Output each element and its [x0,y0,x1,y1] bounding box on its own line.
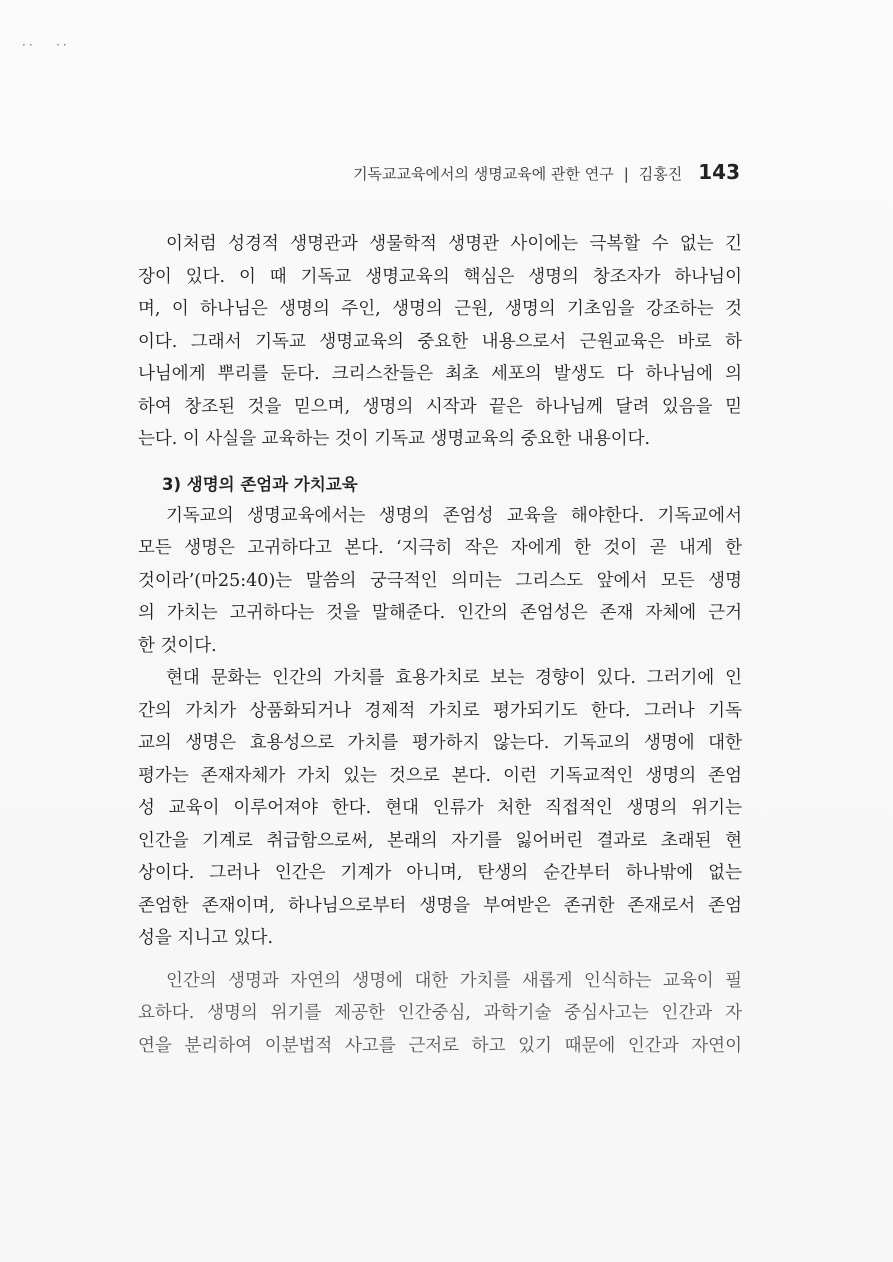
text-line: 이처럼 성경적 생명관과 생물학적 생명관 사이에는 극복할 수 없는 긴 [166,234,742,254]
page-number: 143 [698,160,740,184]
text-line: 는다. 이 사실을 교육하는 것이 기독교 생명교육의 중요한 내용이다. [138,429,651,449]
header-title: 기독교교육에서의 생명교육에 관한 연구 [353,165,614,183]
text-line: 이다. 그래서 기독교 생명교육의 중요한 내용으로서 근원교육은 바로 하 [138,331,742,352]
header-author: 김홍진 [638,165,683,183]
text-line: 평가는 존재자체가 가치 있는 것으로 본다. 이런 기독교적인 생명의 존엄 [138,765,742,786]
text-line: 며, 이 하나님은 생명의 주인, 생명의 근원, 생명의 기초임을 강조하는 것 [138,299,742,319]
text-line: 인간을 기계로 취급함으로써, 본래의 자기를 잃어버린 결과로 초래된 현 [138,830,742,851]
text-line: 한 것이다. [138,635,217,656]
text-line: 나님에게 뿌리를 둔다. 크리스찬들은 최초 세포의 발생도 다 하나님에 의 [138,364,742,384]
text-line: 하여 창조된 것을 믿으며, 생명의 시작과 끝은 하나님께 달려 있음을 믿 [138,396,742,417]
text-line: 의 가치는 고귀하다는 것을 말해준다. 인간의 존엄성은 존재 자체에 근거 [138,603,742,623]
text-line: 성 교육이 이루어져야 한다. 현대 인류가 처한 직접적인 생명의 위기는 [138,798,742,818]
body-text [138,228,742,1062]
header-separator: | [623,165,629,183]
text-line: 존엄한 존재이며, 하나님으로부터 생명을 부여받은 존귀한 존재로서 존엄 [138,895,742,916]
text-line: 인간의 생명과 자연의 생명에 대한 가치를 새롭게 인식하는 교육이 필 [166,970,742,991]
text-line: 성을 지니고 있다. [138,928,274,948]
text-line: 상이다. 그러나 인간은 기계가 아니며, 탄생의 순간부터 하나밖에 없는 [138,863,742,883]
paragraph-3 [138,662,742,955]
paragraph-4 [138,965,742,1063]
text-line: 현대 문화는 인간의 가치를 효용가치로 보는 경향이 있다. 그러기에 인 [166,668,742,688]
text-line: 것이라’(마25:40)는 말씀의 궁극적인 의미는 그리스도 앞에서 모든 생명 [138,570,742,591]
text-line: 간의 가치가 상품화되거나 경제적 가치로 평가되기도 한다. 그러나 기독 [138,700,742,721]
paragraph-1 [138,228,742,456]
running-header [353,160,740,184]
text-line: 연을 분리하여 이분법적 사고를 근저로 하고 있기 때문에 인간과 자연이 [138,1035,742,1056]
section-heading: 3) 생명의 존엄과 가치교육 [162,474,358,494]
text-line: 기독교의 생명교육에서는 생명의 존엄성 교육을 해야한다. 기독교에서 [166,505,742,526]
paragraph-2 [138,500,742,663]
text-line: 장이 있다. 이 때 기독교 생명교육의 핵심은 생명의 창조자가 하나님이 [138,266,742,287]
text-line: 모든 생명은 고귀하다고 본다. ‘지극히 작은 자에게 한 것이 곧 내게 한 [138,538,742,558]
text-line: 요하다. 생명의 위기를 제공한 인간중심, 과학기술 중심사고는 인간과 자 [138,1003,742,1023]
text-line: 교의 생명은 효용성으로 가치를 평가하지 않는다. 기독교의 생명에 대한 [138,733,742,753]
scan-artifact: ·· ·· [22,38,70,52]
